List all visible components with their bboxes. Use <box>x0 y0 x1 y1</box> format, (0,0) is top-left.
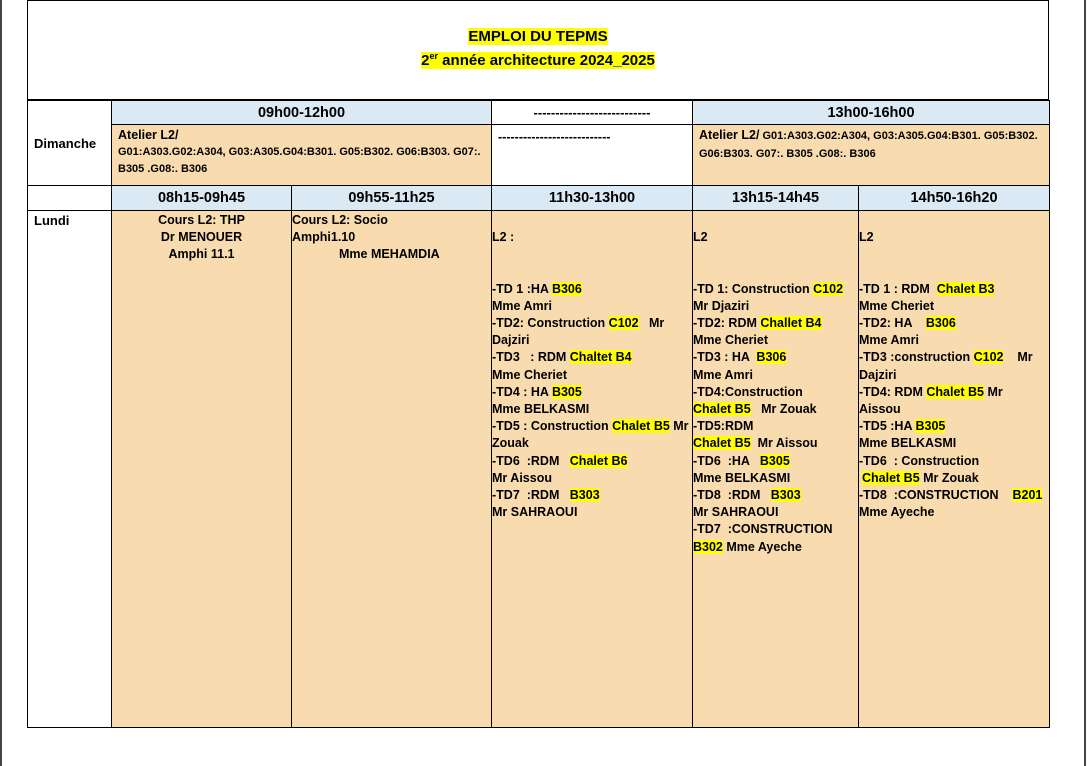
slot-lundi-2: 09h55-11h25 <box>292 186 492 211</box>
c3-td5-teacher: Zouak <box>492 436 529 451</box>
c4-td4: -TD4:Construction <box>693 384 803 399</box>
atelier-afternoon-cell <box>693 125 1050 186</box>
timetable <box>27 100 1050 728</box>
c4-td4-room: Chalet B5 Mr Zouak <box>693 402 817 417</box>
lundi-cell-2 <box>292 211 492 728</box>
room-badge: Chalet B5 <box>693 402 751 417</box>
c3-td1-teacher: Mme Amri <box>492 298 552 313</box>
c4-td1-teacher: Mr Djaziri <box>693 298 750 313</box>
c5-head: L2 <box>859 230 874 244</box>
c4-td8-teacher: Mr SAHRAOUI <box>693 505 779 520</box>
subtitle-prefix: 2 <box>421 52 430 69</box>
slot-dimanche-middle: --------------------------- <box>492 101 693 125</box>
c5-td2-teacher: Mme Amri <box>859 333 919 348</box>
slot-lundi-5: 14h50-16h20 <box>859 186 1050 211</box>
room-badge: Chalet B6 <box>569 453 628 468</box>
c3-td4: -TD4 : HA B305 <box>492 384 582 399</box>
c1-line3: Amphi 11.1 <box>168 247 235 262</box>
lundi-header-blank <box>28 186 112 211</box>
atelier-morning-groups: G01:A303.G02:A304, G03:A305.G04:B301. G05:B302. G06:B303. G07:. B305 .G08:. B306 <box>118 146 481 175</box>
slot-lundi-1: 08h15-09h45 <box>112 186 292 211</box>
c4-td2-teacher: Mme Cheriet <box>693 333 769 348</box>
c5-td1-teacher: Mme Cheriet <box>859 298 935 313</box>
c4-td8: -TD8 :RDM B303 <box>693 488 801 503</box>
document-title <box>28 28 1048 45</box>
slot-lundi-4: 13h15-14h45 <box>693 186 859 211</box>
lundi-cell-1 <box>112 211 292 728</box>
c4-td3: -TD3 : HA B306 <box>693 350 787 365</box>
lundi-content-row <box>28 211 1050 728</box>
dimanche-middle-cell: --------------------------- <box>492 125 693 186</box>
c5-td3: -TD3 :construction C102 Mr <box>859 350 1033 365</box>
c2-line2: Amphi1.10 <box>292 230 356 245</box>
c3-td6-teacher: Mr Aissou <box>492 470 552 485</box>
subtitle-sup: er <box>429 51 439 61</box>
c1-line2: Dr MENOUER <box>160 230 243 245</box>
c3-td6: -TD6 :RDM Chalet B6 <box>492 453 628 468</box>
title-line2 <box>421 52 655 69</box>
room-badge: B303 <box>569 488 600 503</box>
subtitle-rest: année architecture 2024_2025 <box>438 52 655 69</box>
c5-td8: -TD8 :CONSTRUCTION B201 <box>859 488 1043 503</box>
dimanche-header-row <box>28 101 1050 125</box>
lundi-cell-3 <box>492 211 693 728</box>
c4-td2: -TD2: RDM Challet B4 <box>693 316 822 331</box>
c5-td5-teacher: Mme BELKASMI <box>859 436 957 451</box>
c4-head: L2 <box>693 230 708 244</box>
room-badge: Chalet B3 <box>936 281 995 296</box>
room-badge: Chalet B5 <box>926 384 985 399</box>
room-badge: Challet B4 <box>760 316 822 331</box>
page-border-left <box>0 0 2 766</box>
c3-td3: -TD3 : RDM Chaltet B4 <box>492 350 632 365</box>
room-badge: C102 <box>973 350 1004 365</box>
c4-td3-teacher: Mme Amri <box>693 367 753 382</box>
c3-td1: -TD 1 :HA B306 <box>492 281 582 296</box>
c2-line3: Mme MEHAMDIA <box>339 247 440 262</box>
c5-td6-room: Chalet B5 Mr Zouak <box>862 470 979 485</box>
atelier-morning-cell <box>112 125 492 186</box>
c5-td2: -TD2: HA B306 <box>859 316 956 331</box>
c5-td4: -TD4: RDM Chalet B5 Mr <box>859 384 1003 399</box>
day-dimanche: Dimanche <box>28 101 112 186</box>
c5-td4-teacher: Aissou <box>859 402 901 417</box>
c4-td6-teacher: Mme BELKASMI <box>693 470 791 485</box>
room-badge: B303 <box>770 488 801 503</box>
c4-td1: -TD 1: Construction C102 <box>693 281 844 296</box>
c3-td7-teacher: Mr SAHRAOUI <box>492 505 578 520</box>
c4-td5: -TD5:RDM <box>693 419 754 434</box>
title-line1: EMPLOI DU TEPMS <box>468 28 608 45</box>
room-badge: B306 <box>925 316 956 331</box>
page-border-right <box>1084 0 1086 766</box>
slot-dimanche-afternoon: 13h00-16h00 <box>693 101 1050 125</box>
c3-td5: -TD5 : Construction Chalet B5 Mr <box>492 419 689 434</box>
room-badge: C102 <box>608 316 639 331</box>
c4-td6: -TD6 :HA B305 <box>693 453 790 468</box>
slot-lundi-3: 11h30-13h00 <box>492 186 693 211</box>
room-badge: Chalet B5 <box>612 419 670 434</box>
c4-td5-room: Chalet B5 Mr Aissou <box>693 436 818 451</box>
c3-td3-teacher: Mme Cheriet <box>492 367 568 382</box>
lundi-cell-4 <box>693 211 859 728</box>
c5-td1: -TD 1 : RDM Chalet B3 <box>859 281 995 296</box>
room-badge: B305 <box>551 384 582 399</box>
slot-dimanche-morning: 09h00-12h00 <box>112 101 492 125</box>
lundi-cell-5 <box>859 211 1050 728</box>
room-badge: B201 <box>1012 488 1043 503</box>
c3-td7: -TD7 :RDM B303 <box>492 488 600 503</box>
room-badge: Chalet B5 <box>693 436 751 451</box>
c5-td6: -TD6 : Construction <box>859 453 980 468</box>
atelier-afternoon-groups: G01:A303.G02:A304, G03:A305.G04:B301. G05:B302. G06:B303. G07:. B305 .G08:. B306 <box>699 130 1038 160</box>
c2-line1: Cours L2: Socio <box>292 213 388 227</box>
c3-td2-teacher: Dajziri <box>492 333 530 348</box>
room-badge: C102 <box>813 281 844 296</box>
room-badge: B306 <box>756 350 787 365</box>
c5-td5: -TD5 :HA B305 <box>859 419 946 434</box>
day-lundi: Lundi <box>28 211 112 728</box>
document-subtitle <box>28 51 1048 69</box>
c4-td7: -TD7 :CONSTRUCTION <box>693 522 833 537</box>
atelier-morning-head: Atelier L2/ <box>118 128 179 142</box>
lundi-header-row <box>28 186 1050 211</box>
c1-line1: Cours L2: THP <box>158 213 245 227</box>
room-badge: B306 <box>551 281 582 296</box>
c3-td2: -TD2: Construction C102 Mr <box>492 316 665 331</box>
c3-td4-teacher: Mme BELKASMI <box>492 402 590 417</box>
dimanche-content-row <box>28 125 1050 186</box>
room-badge: Chaltet B4 <box>569 350 632 365</box>
room-badge: Chalet B5 <box>862 470 920 485</box>
room-badge: B305 <box>915 419 946 434</box>
room-badge: B302 <box>693 539 723 554</box>
room-badge: B305 <box>759 453 790 468</box>
c4-td7-room: B302 Mme Ayeche <box>693 539 802 554</box>
atelier-afternoon-head: Atelier L2/ <box>699 128 760 142</box>
c5-td3-teacher: Dajziri <box>859 367 897 382</box>
c5-td8-teacher: Mme Ayeche <box>859 505 935 520</box>
title-box <box>27 0 1049 100</box>
c3-head: L2 : <box>492 230 515 244</box>
